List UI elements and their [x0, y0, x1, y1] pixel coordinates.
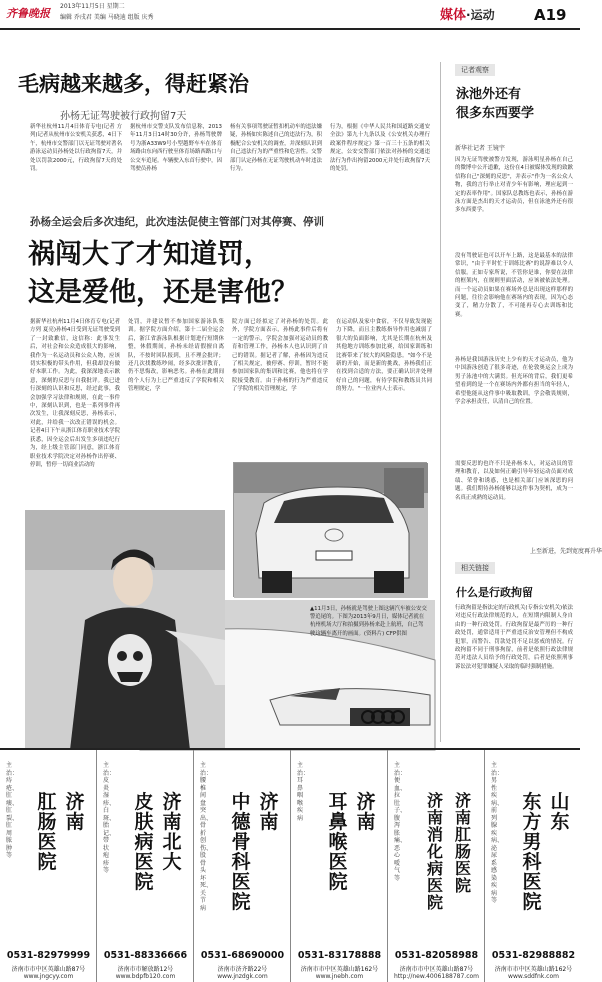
section-name: 媒体: [440, 8, 467, 23]
lead-column-3: 杨有关事项驾驶证暂扣机动车的违法嫌疑，孙杨如实陈述自己的违法行为，积极配合公安机关的调查，并深刻认识到自己违法行为的严重性和危害性。交警部门认定孙杨在无证驾驶机动车时违法行为。: [230, 124, 322, 173]
ad-address: 济南市市解放路12号: [117, 966, 174, 973]
ad-anorectal-hospital: [0, 750, 97, 982]
ad-phone: 0531-82988882: [491, 950, 576, 961]
related-link-text: 行政拘留是指法定的行政机关(专指公安机关)依法对违反行政法律规范的人，在短期内限制人身自由的一种行政处罚。行政拘留是最严厉的一种行政处罚，通常适用于严重违反治安管理但不构成犯罪，而警告、罚款处罚不足以惩戒的情况。行政拘留不同于刑事拘留，前者是依照行政法律规范对违法人员给予的行政处罚，后者是依照刑事诉讼法对犯罪嫌疑人采取的临时强制措施。: [455, 605, 573, 670]
lead-subhead: 孙杨无证驾驶被行政拘留7天: [60, 111, 187, 122]
ad-services: 主治：腰椎间盘突出、骨折创伤、股骨头坏死、关节病: [200, 762, 213, 912]
ad-digestive-hospital: [388, 750, 485, 982]
main-column-2: 处罚，并建议暂不参加国家游泳队集训。据学院方面介绍，第十二届全运会后，浙江省游泳队根据计划进行短期休整，休假期间，孙杨未经请假擅自离队，不按时回队报到，且不理会批评；还几次找教练吵闹，经多次批评教育，仍不思悔改，影响恶劣。孙杨在此期间的个人行为上已严重违反了学院和相关管理规定，学: [128, 319, 224, 393]
athlete-photo: [25, 510, 225, 750]
ad-services: 主治：痔疮、肛瘘、肛裂、肛周脓肿等: [6, 762, 19, 859]
ad-hospital-name: 中德骨科医院: [231, 791, 251, 913]
ad-phone: 0531-68690000: [200, 950, 285, 961]
section-tag: [440, 6, 495, 25]
ad-address: 济南市市中区英雄山路162号: [300, 966, 379, 973]
sidebar-label: 记者观察: [455, 64, 495, 76]
lead-column-2: 据杭州市交警支队发布信息称，2013年11月3日14时30分许，孙杨驾驶牌号为浙A33W9号小型越野车车在体育场路由东向西行驶至体育场路西路口与公交车追尾。车辆驶入东首行驶中，因驾驶员孙杨: [130, 124, 222, 173]
main-column-4: 在运动队及家中食宿，不仅导致发现能力下降，而且主教练指导作用也减弱了很大的负面影响，尤其是长期在杭州及其他地方训练参加比赛，给国家训练和比赛带来了较大的风险隐患。"如今不是新的开始，而是新的挑战，孙杨我们正在找到合适的方法，要正确认识并处理好自己的问题，有待学院和教练员共同的努力。"一位业内人士表示。: [336, 319, 432, 393]
ad-hospital-city: 济南肛肠医院: [454, 791, 471, 895]
ad-services: 主治：男性疾病、前列腺疾病、泌尿系感染疾病等: [491, 762, 504, 904]
ad-address: 济南市市中区英雄山路87号: [11, 966, 86, 973]
ad-phone: 0531-83178888: [297, 950, 382, 961]
main-headline: [28, 236, 298, 312]
ad-address: 济南市市中区英雄山路87号: [399, 966, 474, 973]
sidebar-paragraph-2: 没有驾驶证也可以开车上路，这是最基本的法律常识，"由于平时忙于训练比赛"的说辞难以令人信服。正如专家所说，不管你是谁，你要在法律的框架内，在规则里面活动，应该被依法处理。而一个运动员如果在赛场外总是出现这样那样的问题，往往会影响他在赛场内的表现，因为心态变了，精力分散了，不可能再专心去训练和比赛。: [455, 253, 573, 318]
sidebar-paragraph-3: 孙杨是我国游泳历史上少有的天才运动员，他为中国游泳创造了很多奇迹，在伦敦奥运会上成为男子泳池中的大满贯。但光环的背后，我们更希望看到的是一个在赛场内外都有担当的年轻人，希望他能从这件事中吸取教训，学会敬畏规则，学会承担责任，认清自己的位置。: [455, 357, 573, 406]
page-number: A19: [534, 6, 567, 24]
ad-hospital-name: 济南消化病医院: [426, 791, 443, 912]
sidebar-title-line-2: 很多东西要学: [456, 106, 535, 121]
related-link-label: 相关链接: [455, 562, 495, 574]
ad-address: 济南市市中区英雄山路162号: [494, 966, 573, 973]
ad-phone: 0531-82058988: [394, 950, 479, 961]
ad-orthopedic-hospital: [194, 750, 291, 982]
issue-date: 2013年11月5日 星期二: [60, 3, 125, 10]
white-suv-photo: [233, 462, 427, 597]
masthead: [0, 0, 580, 30]
main-column-1: 据新华社杭州11月4日体育专电(记者 方列 夏亮)孙杨4日受到无证驾驶受到了一封致歉信，这信称：此事发生后，对社会和公众造成很大的影响，我作为一名运动员和公众人物，应该切实积极的带头作用，但我却没有做好本职工作。为此，我深深地表示歉意，深刻的反思与自我批评。我已进行深刻的认识和反思，经过此事，我会加强学习法律和规则，在此一事件中，深刻认识到，也是一系列事件再次发生，让我深刻反思，孙杨表示，对此，并给我一次改正错误的机会。记者4日下午从浙江体育职业技术学院获悉，因全运会后出发生多项违纪行为，经上级主管部门同意，浙江体育职业技术学院决定对孙杨作出停赛、停训，暂停一切商业活动的: [30, 319, 120, 468]
related-link-title: 什么是行政拘留: [456, 586, 533, 599]
ad-hospital-name: 皮肤病医院: [134, 791, 154, 893]
ad-hospital-city: 济南: [65, 791, 85, 833]
ad-services: 主治：耳鼻咽喉疾病: [297, 762, 310, 822]
main-column-3: 院方面已经拟定了对孙杨的处罚。此外，学院方面表示，孙杨此事件后将有一定的警示，学院会加强对运动员的教育和管理工作，孙杨本人也认识到了自己的错误。据记者了解，孙杨因为违反了相关规定，被停赛、停训，暂时不能参加国家队的集训和比赛，他也将在学院接受教育。由于孙杨的行为严重违反了学院的相关管理规定，学: [232, 319, 328, 393]
ad-hospital-name: 肛肠医院: [37, 791, 57, 873]
section-subname: ·运动: [466, 8, 495, 22]
ad-hospital-city: 济南: [259, 791, 279, 833]
ad-ent-hospital: [291, 750, 388, 982]
photo-caption: ▲11月3日，孙杨就是驾驶上图这辆汽车被公安交警追尾的。下图为2013年9月日，媒体记者就在杭州机场大厅和拍摄到孙杨来赴上航班，自己驾驶这辆车离开的画面。(资料片) CFP供图: [310, 606, 427, 637]
sidebar-paragraph-1: 因为无证驾驶被警方发现，游泳明星孙杨在自己的微博中公开道歉，这份在4日被媒体发现的致歉信称自己"深刻的反思"，并表示"作为一名公众人物，我的言行举止对青少年有影响，理应起到一定的表率作用"。国家队总教练也表示，孙杨在游泳方面是杰出的天才运动员，但在泳池外还有很多东西要学。: [455, 157, 573, 214]
ad-address: 济南市济齐路22号: [217, 966, 268, 973]
lead-column-1: 新华社杭州11月4日体育专电(记者 方列)记者从杭州市公安机关获悉，4日下午，杭州市交警部门以无证驾驶对著名游泳运动员孙杨处以行政拘留7天，并处以罚款2000元，行政拘留7天的处罚。: [30, 124, 122, 173]
ad-website: www.jnebh.com: [315, 973, 364, 980]
sidebar-paragraph-4: 需要反思的也许不只是孙杨本人，对运动员的管理和教育，以及如何正确引导年轻运动员面对成绩、荣誉和诱惑，也是相关部门应该深思的问题。我们期待孙杨能够以这件事为契机，成为一名真正成熟的运动员。: [455, 461, 573, 501]
lead-column-4: 行为，根据《中华人民共和国道路交通安全法》第九十九条以及《公安机关办理行政案件程序规定》第一百三十五条的相关规定，公安交警部门依法对孙杨的交通违法行为作出拘留2000元并处行政拘留7天的处罚。: [330, 124, 430, 173]
ad-hospital-city: 山东: [550, 791, 570, 833]
white-suv-illustration: [234, 463, 428, 598]
newspaper-logo: 齐鲁晚报: [6, 7, 50, 20]
sidebar-title: [456, 85, 534, 123]
advertisement-strip: [0, 748, 580, 980]
main-kicker: 孙杨全运会后多次违纪，此次违法促使主管部门对其停赛、停训: [30, 216, 324, 228]
ad-phone: 0531-82979999: [6, 950, 91, 961]
main-headline-line-1: 祸闯大了才知道罚，: [28, 239, 271, 270]
ad-website: www.jnzdgk.com: [217, 973, 268, 980]
ad-website: www.bdpfb120.com: [115, 973, 176, 980]
ad-hospital-city: 济南: [356, 791, 376, 833]
athlete-illustration: [25, 510, 225, 750]
ad-website: www.jngcyy.com: [23, 973, 74, 980]
sidebar-byline: 新华社记者 王镜宇: [455, 145, 505, 152]
ad-hospital-city: 济南北大: [162, 791, 182, 873]
ad-services: 主治：便血、拉肚子、腹泻胀痛、恶心嗳气等: [394, 762, 407, 882]
main-headline-line-2: 这是爱他，还是害他？: [28, 277, 298, 308]
ad-services: 主治：皮炎湿疹、白斑、胎记、带状疱疹等: [103, 762, 116, 874]
ad-hospital-name: 东方男科医院: [522, 791, 542, 913]
sidebar-title-line-1: 泳池外还有: [456, 87, 522, 102]
lead-headline: 毛病越来越多，得赶紧治: [18, 71, 249, 96]
sidebar-sign-off: 上至新进，先到宽度再升华: [530, 548, 602, 555]
ad-website: www.sddfnk.com: [508, 973, 559, 980]
ad-phone: 0531-88336666: [103, 950, 188, 961]
ad-andrology-hospital: [485, 750, 580, 982]
ad-dermatology-hospital: [97, 750, 194, 982]
ad-website: http://new.4006188787.com: [393, 973, 480, 980]
staff-credits: 编辑 乔戌君 美编 马晓迪 组版 庆秀: [60, 14, 154, 21]
ad-hospital-name: 耳鼻喉医院: [328, 791, 348, 893]
